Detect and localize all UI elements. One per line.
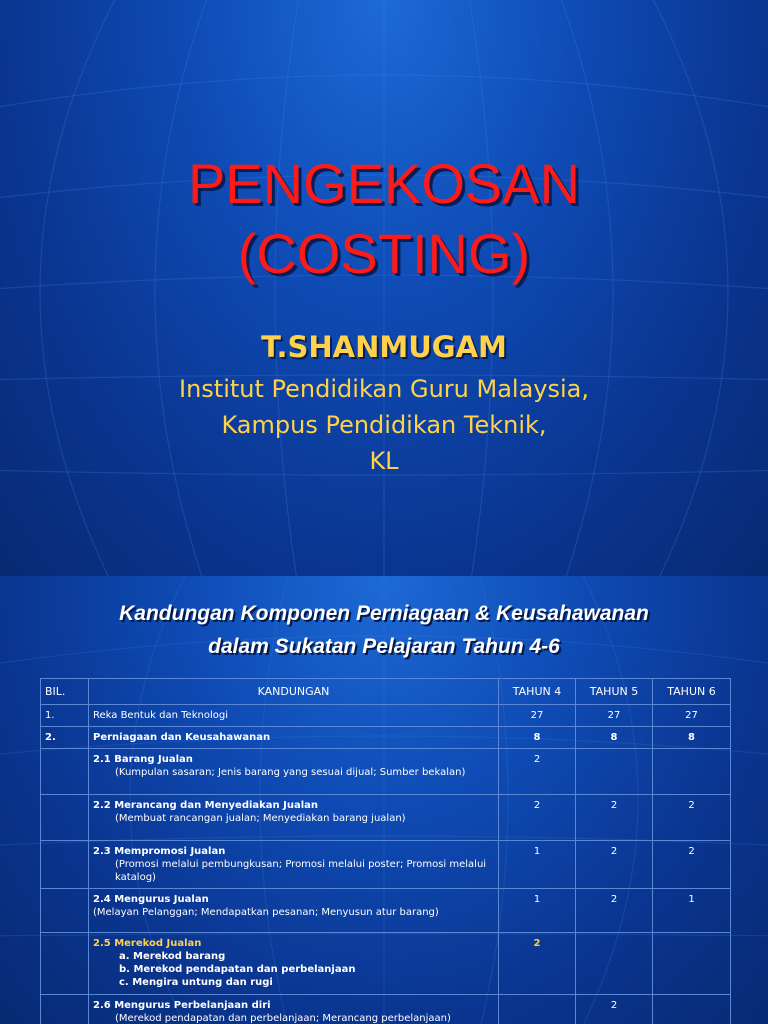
table-row	[41, 933, 731, 995]
subtopic-title: 2.2 Merancang dan Menyediakan Jualan	[93, 800, 319, 811]
row-bil	[41, 933, 89, 995]
slide-title-line1: PENGEKOSAN	[187, 152, 581, 215]
institution-line3: KL	[369, 447, 399, 475]
row-tahun6: 1	[653, 889, 731, 933]
row-tahun5: 2	[576, 795, 653, 841]
row-tahun5: 8	[576, 727, 653, 749]
header-bil: BIL.	[41, 679, 89, 705]
row-bil: 2.	[41, 727, 89, 749]
subtopic-title: 2.5 Merekod Jualan	[93, 938, 202, 949]
row-content	[89, 841, 499, 889]
row-tahun6: 27	[653, 705, 731, 727]
row-tahun4: 2	[499, 795, 576, 841]
row-tahun4: 8	[499, 727, 576, 749]
row-content	[89, 933, 499, 995]
slide-heading-line2: dalam Sukatan Pelajaran Tahun 4-6	[208, 635, 560, 658]
slide-title-line2: (COSTING)	[237, 222, 531, 285]
institution-line2: Kampus Pendidikan Teknik,	[221, 411, 547, 439]
subtopic-title: 2.1 Barang Jualan	[93, 754, 193, 765]
row-bil	[41, 889, 89, 933]
row-tahun4	[499, 995, 576, 1024]
header-tahun4: TAHUN 4	[499, 679, 576, 705]
row-tahun6	[653, 749, 731, 795]
row-content: Reka Bentuk dan Teknologi	[89, 705, 499, 727]
row-tahun5: 2	[576, 995, 653, 1024]
row-content	[89, 995, 499, 1024]
row-tahun5: 2	[576, 889, 653, 933]
list-item: c. Mengira untung dan rugi	[119, 977, 273, 988]
institution-line1: Institut Pendidikan Guru Malaysia,	[179, 375, 589, 403]
row-tahun4: 2	[499, 933, 576, 995]
header-kandungan: KANDUNGAN	[89, 679, 499, 705]
row-tahun4: 1	[499, 889, 576, 933]
row-tahun5: 27	[576, 705, 653, 727]
row-content: Perniagaan dan Keusahawanan	[89, 727, 499, 749]
row-tahun6: 2	[653, 795, 731, 841]
row-bil	[41, 749, 89, 795]
row-tahun4: 1	[499, 841, 576, 889]
list-item: b. Merekod pendapatan dan perbelanjaan	[119, 964, 356, 975]
table-row	[41, 749, 731, 795]
row-tahun6: 8	[653, 727, 731, 749]
subtopic-title: 2.3 Mempromosi Jualan	[93, 846, 226, 857]
table-row	[41, 705, 731, 727]
table-row	[41, 795, 731, 841]
row-bil: 1.	[41, 705, 89, 727]
row-bil	[41, 995, 89, 1024]
row-tahun5	[576, 933, 653, 995]
row-tahun4: 27	[499, 705, 576, 727]
row-tahun6	[653, 933, 731, 995]
subtopic-desc: (Merekod pendapatan dan perbelanjaan; Merancang perbelanjaan)	[115, 1013, 451, 1024]
row-content	[89, 795, 499, 841]
header-tahun6: TAHUN 6	[653, 679, 731, 705]
subtopic-desc: (Melayan Pelanggan; Mendapatkan pesanan; Menyusun atur barang)	[93, 907, 439, 918]
row-content	[89, 749, 499, 795]
row-tahun5: 2	[576, 841, 653, 889]
subtopic-title: 2.4 Mengurus Jualan	[93, 894, 209, 905]
slide-heading-line1: Kandungan Komponen Perniagaan & Keusahawanan	[119, 602, 649, 625]
content-slide	[0, 576, 768, 1024]
table-row	[41, 995, 731, 1024]
row-bil	[41, 841, 89, 889]
row-tahun5	[576, 749, 653, 795]
content-table	[40, 678, 731, 1024]
table-row	[41, 889, 731, 933]
list-item: a. Merekod barang	[119, 951, 226, 962]
author-name: T.SHANMUGAM	[261, 330, 507, 364]
row-tahun6: 2	[653, 841, 731, 889]
table-row	[41, 727, 731, 749]
table-header-row	[41, 679, 731, 705]
subtopic-title: 2.6 Mengurus Perbelanjaan diri	[93, 1000, 271, 1011]
table-row	[41, 841, 731, 889]
subtopic-desc: (Promosi melalui pembungkusan; Promosi melalui poster; Promosi melalui katalog)	[115, 859, 487, 883]
header-tahun5: TAHUN 5	[576, 679, 653, 705]
row-tahun4: 2	[499, 749, 576, 795]
subtopic-desc: (Membuat rancangan jualan; Menyediakan barang jualan)	[115, 813, 406, 824]
row-bil	[41, 795, 89, 841]
row-content	[89, 889, 499, 933]
subtopic-desc: (Kumpulan sasaran; Jenis barang yang sesuai dijual; Sumber bekalan)	[115, 767, 466, 778]
row-tahun6	[653, 995, 731, 1024]
